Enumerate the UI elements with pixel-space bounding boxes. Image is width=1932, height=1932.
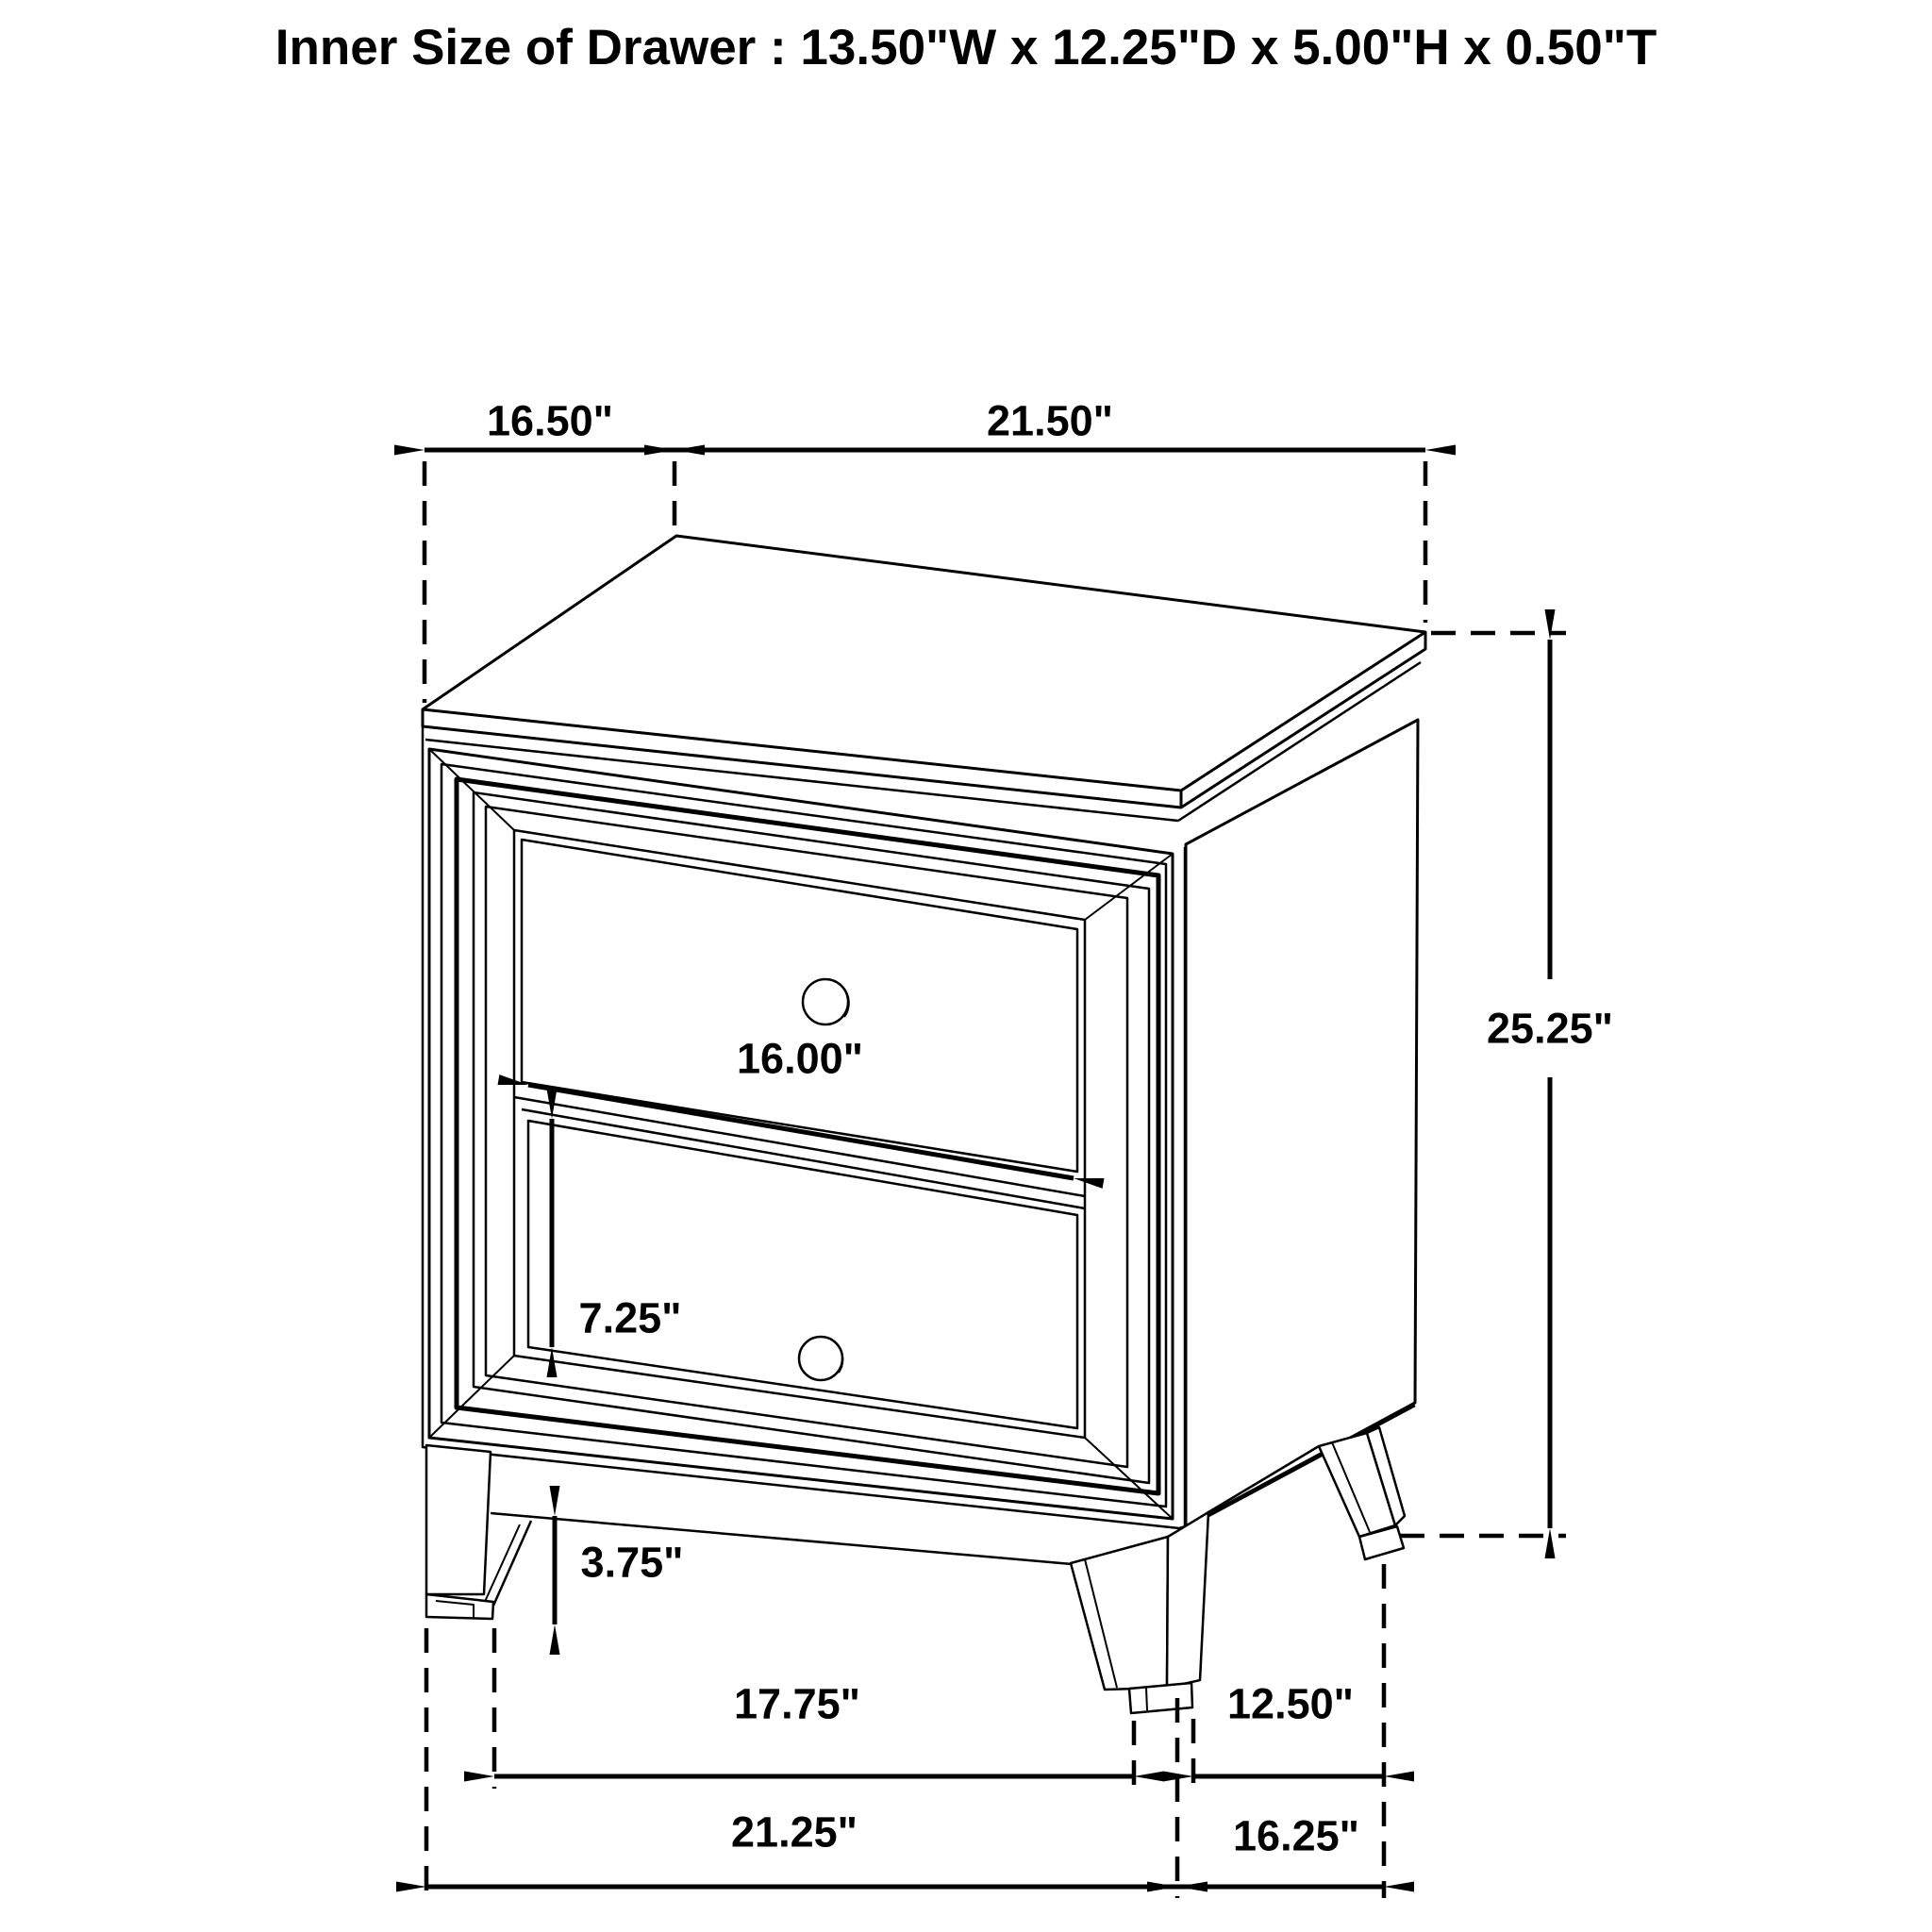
dim-label-side-leg-span: 12.50" <box>1224 1680 1357 1727</box>
dim-label-overall-height: 25.25" <box>1483 1005 1617 1052</box>
dim-label-front-leg-span: 17.75" <box>730 1680 864 1727</box>
dim-label-base-width: 21.25" <box>727 1808 861 1856</box>
top-drawer-knob <box>803 979 849 1024</box>
dim-label-drawer-width: 16.00" <box>733 1035 867 1082</box>
dim-label-leg-height: 3.75" <box>577 1539 688 1586</box>
dim-label-top-width: 21.50" <box>983 397 1117 444</box>
front-left-leg <box>426 1445 531 1619</box>
page-title: Inner Size of Drawer : 13.50"W x 12.25"D x 5.00"H x 0.50"T <box>275 20 1657 75</box>
back-right-leg <box>1319 1427 1405 1559</box>
dim-label-top-depth: 16.50" <box>483 397 617 444</box>
right-side-panel <box>1186 720 1418 1528</box>
dim-label-base-depth: 16.25" <box>1229 1812 1363 1859</box>
dim-label-drawer-front-height: 7.25" <box>575 1294 686 1341</box>
front-right-leg <box>1071 1512 1208 1713</box>
bottom-drawer-knob <box>799 1337 842 1380</box>
nightstand-drawing-group <box>423 536 1425 1713</box>
